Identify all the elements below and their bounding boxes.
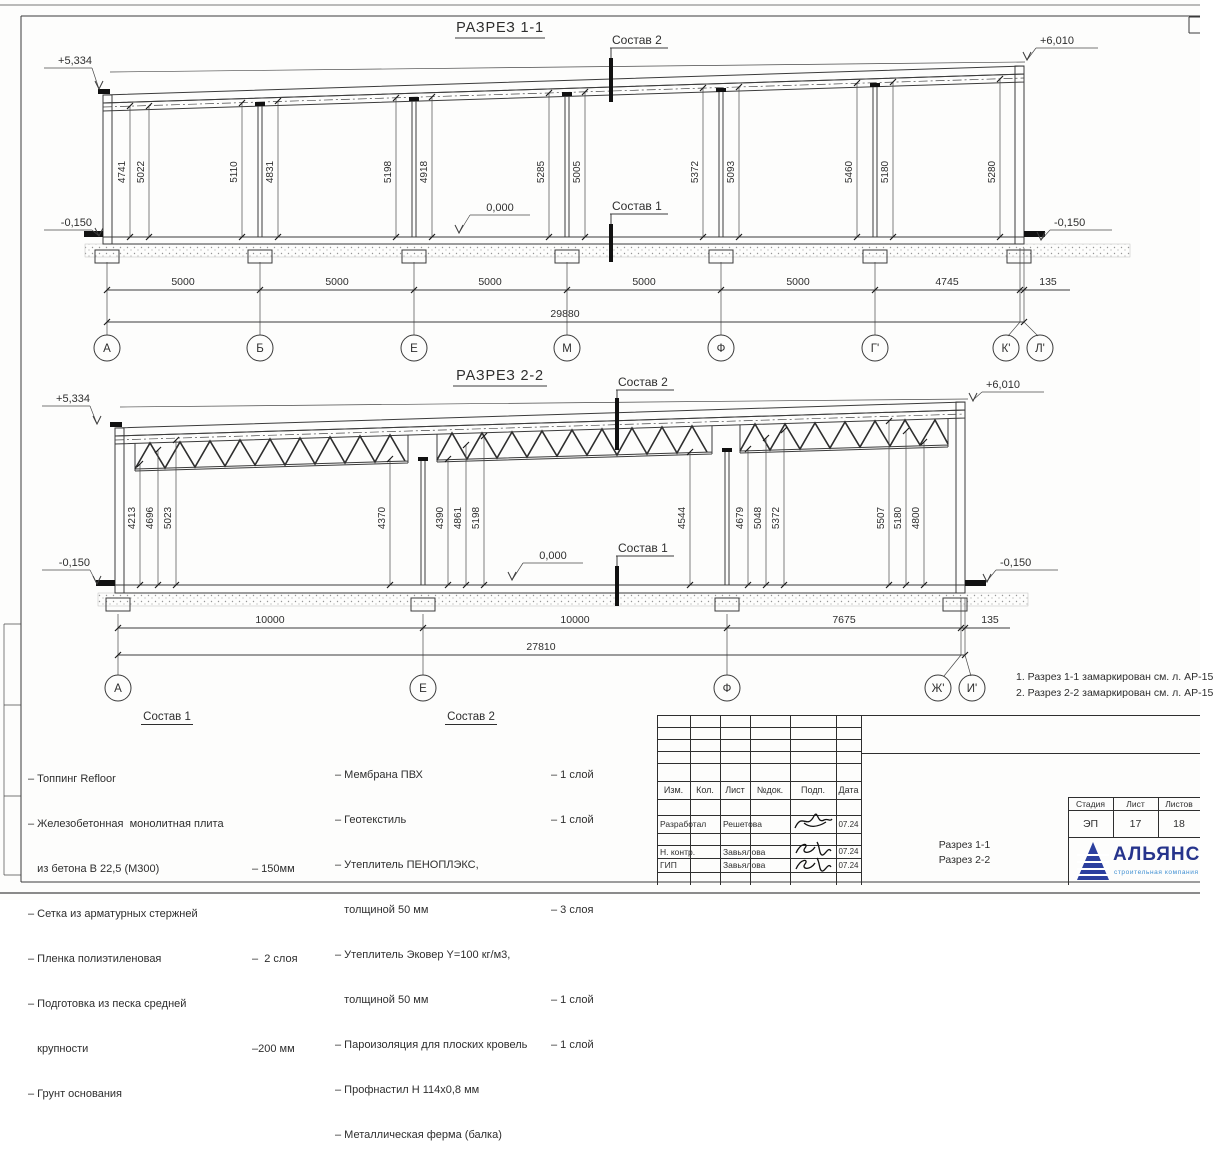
list-item: – Профнастил Н 114х0,8 мм	[335, 1084, 480, 1096]
elevation-label: +6,010	[986, 379, 1020, 391]
list-item: – Пленка полиэтиленовая – 2 слоя	[28, 953, 298, 965]
signature	[792, 808, 834, 834]
wall-right	[1015, 66, 1024, 244]
vdim-label: 4696	[145, 506, 156, 530]
vdim-label: 5372	[771, 506, 782, 530]
tb-role: Разработал	[660, 819, 707, 829]
sostav2-list	[335, 738, 613, 1158]
axis-label: Л'	[1035, 343, 1045, 355]
vdim-label: 4918	[419, 160, 430, 184]
note-line: 2. Разрез 2-2 замаркирован см. л. АР-15	[1016, 687, 1213, 699]
vertical-dim-labels	[117, 160, 998, 183]
sostav1-list-title: Состав 1	[143, 711, 191, 723]
ground-bed	[98, 593, 1028, 606]
total-dim: 27810	[526, 641, 556, 653]
floor-slab	[115, 585, 965, 593]
axis-label: Е	[419, 683, 427, 695]
company-logo	[1069, 838, 1200, 884]
tb-role: ГИП	[660, 860, 677, 870]
wall-right	[956, 402, 965, 593]
list-item: – Подготовка из песка средней	[28, 998, 187, 1010]
sostav2-label: Состав 2	[612, 33, 662, 47]
tb-col-list: Лист	[725, 785, 745, 795]
sostav1-list	[28, 742, 314, 1117]
vertical-dim-lines	[140, 421, 924, 585]
wall-left	[103, 95, 112, 244]
total-dim: 29880	[550, 308, 580, 320]
vdim-label: 4370	[377, 506, 388, 530]
list-item: – Сетка из арматурных стержней	[28, 908, 198, 920]
span-dim: 4745	[935, 276, 959, 288]
span-dim: 10000	[560, 614, 590, 626]
axis-label: А	[103, 343, 111, 355]
tb-sheet-value: 17	[1129, 817, 1142, 830]
span-dim: 10000	[255, 614, 285, 626]
roof-slab	[103, 66, 1024, 103]
signature	[792, 854, 834, 876]
axis-label: Ф	[716, 343, 726, 355]
columns	[255, 83, 880, 237]
vdim-label: 5280	[987, 160, 998, 184]
span-dim: 5000	[478, 276, 502, 288]
elevation-marks	[42, 379, 1058, 584]
tb-stage-value: ЭП	[1082, 817, 1099, 830]
axis-label: Е	[410, 343, 418, 355]
elevation-label: +5,334	[56, 393, 90, 405]
axis-label: Ф	[722, 683, 732, 695]
list-item: – Геотекстиль – 1 слой	[335, 814, 594, 826]
vdim-label: 4800	[911, 506, 922, 530]
elevation-marks	[44, 35, 1112, 240]
tb-role: Н. контр.	[660, 846, 696, 857]
elevation-label: 0,000	[486, 202, 514, 214]
vdim-label: 5022	[136, 160, 147, 184]
tb-col-data: Дата	[838, 785, 859, 795]
vdim-label: 4679	[735, 506, 746, 530]
vdim-label: 5180	[893, 506, 904, 530]
horizontal-dims	[104, 248, 1070, 336]
tb-name: Решетова	[723, 819, 762, 829]
vdim-label: 4861	[453, 506, 464, 530]
axis-label: К'	[1001, 343, 1011, 355]
elevation-label: -0,150	[1054, 217, 1086, 229]
vdim-label: 5048	[753, 506, 764, 530]
span-dim: 5000	[786, 276, 810, 288]
logo-pyramid-icon	[1077, 842, 1109, 880]
list-item: – Утеплитель Эковер Y=100 кг/м3,	[335, 949, 511, 961]
elevation-label: +5,334	[58, 55, 92, 67]
vdim-label: 4544	[677, 506, 688, 530]
tb-col-podp: Подп.	[801, 785, 825, 795]
list-item: – Утеплитель ПЕНОПЛЭКС,	[335, 859, 479, 871]
tb-sheet-header: Лист	[1126, 798, 1145, 809]
elevation-label: -0,150	[60, 217, 92, 229]
span-dim: 7675	[832, 614, 856, 626]
sostav1-label: Состав 1	[618, 541, 668, 555]
list-item: крупности –200 мм	[28, 1043, 295, 1055]
section-1-1-drawing	[44, 20, 1130, 361]
axis-label: Ж'	[931, 683, 945, 695]
frame-corner-box	[1189, 17, 1200, 33]
tb-sheets-header: Листов	[1165, 798, 1193, 809]
tb-stage-header: Стадия	[1076, 798, 1105, 809]
note-line: 1. Разрез 1-1 замаркирован см. л. АР-15	[1016, 671, 1213, 683]
vdim-label: 5110	[229, 161, 240, 183]
section-2-2-drawing	[42, 368, 1058, 701]
list-item: толщиной 50 мм – 3 слоя	[335, 904, 594, 916]
list-item: – Мембрана ПВХ – 1 слой	[335, 769, 594, 781]
wall-left	[115, 428, 124, 593]
elevation-label: +6,010	[1040, 35, 1074, 47]
axis-label: А	[114, 683, 122, 695]
span-dim: 5000	[325, 276, 349, 288]
vdim-label: 4831	[265, 160, 276, 184]
elevation-label: -0,150	[58, 557, 90, 569]
logo-tagline: строительная компания	[1114, 869, 1199, 876]
vertical-dim-ticks	[137, 418, 927, 588]
tb-doc-title: Разрез 1-1 Разрез 2-2	[938, 839, 991, 866]
span-dim: 5000	[171, 276, 195, 288]
tb-sheets-value: 18	[1173, 817, 1185, 830]
section-title: РАЗРЕЗ 1-1	[456, 20, 544, 36]
axis-bubbles	[105, 675, 985, 701]
vdim-label: 4390	[435, 506, 446, 530]
vdim-label: 5093	[726, 160, 737, 184]
span-dim: 135	[981, 614, 999, 626]
elevation-label: 0,000	[539, 550, 567, 562]
tb-date: 07.24	[838, 860, 859, 870]
vdim-label: 5507	[876, 506, 887, 530]
tb-date: 07.24	[838, 819, 859, 829]
horizontal-dims	[115, 598, 1010, 676]
sostav2-list-title: Состав 2	[447, 711, 495, 723]
vdim-label: 5460	[844, 160, 855, 184]
vdim-label: 5198	[471, 506, 482, 530]
tb-col-izm: Изм.	[663, 785, 684, 795]
span-dim: 135	[1039, 276, 1057, 288]
vertical-dim-labels	[127, 506, 922, 529]
axis-label: М	[562, 343, 572, 355]
tb-date: 07.24	[838, 847, 859, 856]
tb-name: Завьялова	[723, 846, 766, 857]
elevation-label: -0,150	[1000, 557, 1032, 569]
span-dim: 5000	[632, 276, 656, 288]
vdim-label: 5180	[880, 160, 891, 184]
sostav2-callout	[609, 33, 668, 102]
logo-name: АЛЬЯНС	[1113, 844, 1201, 865]
list-item: из бетона В 22,5 (М300) – 150мм	[28, 863, 295, 875]
vdim-label: 5005	[572, 160, 583, 184]
tb-col-ndok: №док.	[756, 785, 784, 795]
vdim-label: 4741	[117, 160, 128, 184]
list-item: – Топпинг Refloor	[28, 773, 116, 785]
vdim-label: 4213	[127, 506, 138, 530]
vdim-label: 5023	[163, 506, 174, 530]
tb-col-kol: Кол.	[696, 785, 714, 795]
axis-label: И'	[966, 683, 978, 695]
section-title: РАЗРЕЗ 2-2	[456, 368, 544, 384]
frame-margin-cells	[4, 624, 21, 875]
list-item: – Грунт основания	[28, 1088, 122, 1100]
list-item: – Железобетонная монолитная плита	[28, 818, 224, 830]
list-item: – Пароизоляция для плоских кровель – 1 слой	[335, 1039, 594, 1051]
sostav2-label: Состав 2	[618, 375, 668, 389]
axis-label: Б	[256, 343, 264, 355]
ground-bed	[85, 244, 1130, 257]
axis-label: Г'	[870, 343, 880, 355]
list-item: – Металлическая ферма (балка)	[335, 1129, 502, 1141]
vdim-label: 5285	[536, 160, 547, 184]
vdim-label: 5372	[690, 160, 701, 184]
list-item: толщиной 50 мм – 1 слой	[335, 994, 594, 1006]
vdim-label: 5198	[383, 160, 394, 184]
axis-bubbles	[94, 335, 1053, 361]
sostav1-label: Состав 1	[612, 199, 662, 213]
sheet-notes	[1016, 669, 1213, 703]
tb-name: Завьялова	[723, 860, 766, 870]
